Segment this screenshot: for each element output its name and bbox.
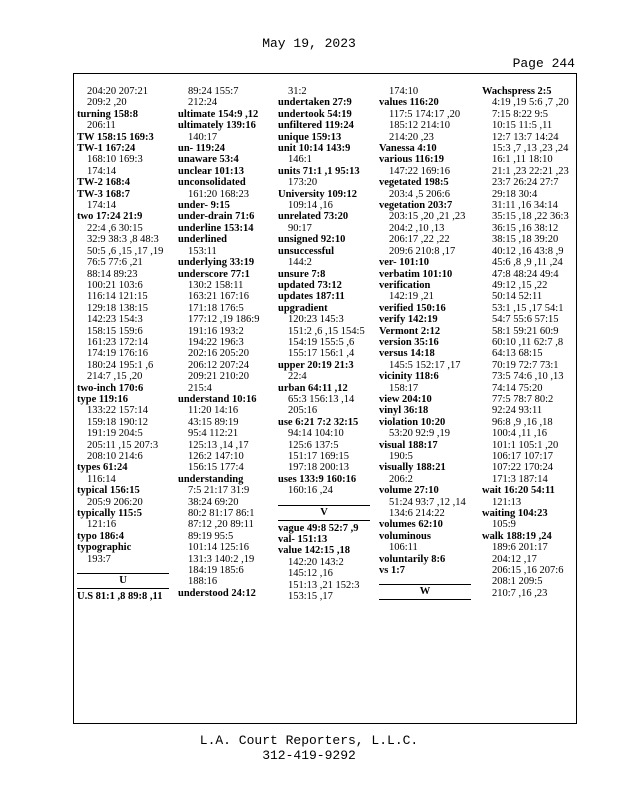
index-reference: 15:3 ,7 ,13 ,23 ,24 — [492, 143, 569, 155]
index-headword: Wachspress 2:5 — [482, 86, 552, 97]
index-reference: 174:14 — [87, 200, 117, 212]
index-reference: 94:14 104:10 — [288, 428, 344, 440]
transcript-date: May 19, 2023 — [262, 36, 356, 51]
index-headword: version 35:16 — [379, 336, 439, 348]
index-column-4 — [379, 86, 471, 602]
index-reference: 197:18 200:13 — [288, 462, 349, 474]
index-headword: under-drain 71:6 — [178, 211, 255, 223]
index-reference: 209:21 210:20 — [188, 371, 249, 383]
letter-divider: U — [77, 573, 169, 589]
index-reference: 208:10 214:6 — [87, 451, 143, 462]
index-headword: types 61:24 — [77, 462, 128, 474]
index-reference: 174:19 176:16 — [87, 348, 148, 360]
index-reference: 121:16 — [87, 519, 117, 531]
index-reference: 191:19 204:5 — [87, 428, 143, 440]
index-headword: values 116:20 — [379, 97, 439, 109]
index-reference: 106:11 — [389, 542, 418, 554]
index-reference: 49:12 ,15 ,22 — [492, 279, 548, 291]
index-reference: 120:23 145:3 — [288, 314, 344, 326]
index-reference: 193:7 — [87, 553, 111, 565]
index-reference: 92:24 93:11 — [492, 405, 543, 417]
index-reference: 90:17 — [288, 222, 312, 234]
index-headword: verified 150:16 — [379, 302, 446, 314]
index-reference: 4:19 ,19 5:6 ,7 ,20 — [492, 97, 569, 109]
index-headword: vinyl 36:18 — [379, 405, 429, 417]
index-reference: 194:22 196:3 — [188, 336, 244, 348]
index-reference: 204:12 ,17 — [492, 553, 537, 565]
index-reference: 70:19 72:7 73:1 — [492, 359, 559, 371]
index-reference: 156:15 177:4 — [188, 462, 244, 474]
index-reference: 151:2 ,6 ,15 154:5 — [288, 325, 365, 337]
index-reference: 106:17 107:17 — [492, 451, 553, 462]
court-reporter-name: L.A. Court Reporters, L.L.C. — [199, 733, 419, 748]
index-reference: 116:14 — [87, 473, 116, 485]
index-reference: 177:12 ,19 186:9 — [188, 314, 260, 326]
court-reporter-phone: 312-419-9292 — [262, 748, 356, 763]
index-headword: waiting 104:23 — [482, 508, 548, 520]
index-reference: 206:17 ,22 ,22 — [389, 234, 450, 246]
index-headword: vegetated 198:5 — [379, 177, 449, 189]
index-reference: 29:18 30:4 — [492, 188, 538, 200]
index-headword: visual 188:17 — [379, 439, 438, 451]
index-reference: 89:19 95:5 — [188, 530, 234, 542]
index-headword: unclear 101:13 — [178, 165, 245, 177]
index-reference: 153:15 ,17 — [288, 591, 333, 603]
index-headword: walk 188:19 ,24 — [482, 530, 552, 542]
index-headword: ultimately 139:16 — [178, 120, 256, 132]
index-headword: underlined — [178, 234, 228, 246]
index-headword: volumes 62:10 — [379, 519, 443, 531]
index-reference: 16:1 ,11 18:10 — [492, 154, 553, 166]
index-reference: 189:6 201:17 — [492, 542, 548, 554]
index-headword: volume 27:10 — [379, 485, 439, 497]
index-reference: 12:7 13:7 14:24 — [492, 131, 559, 143]
index-headword: upgradient — [278, 302, 328, 314]
index-reference: 206:2 — [389, 473, 413, 485]
index-reference: 50:14 52:11 — [492, 291, 543, 303]
index-reference: 117:5 174:17 ,20 — [389, 108, 461, 120]
index-reference: 131:3 140:2 ,19 — [188, 553, 255, 565]
index-reference: 101:1 105:1 ,20 — [492, 439, 559, 451]
index-reference: 105:9 — [492, 519, 516, 531]
index-reference: 7:5 21:17 31:9 — [188, 485, 250, 497]
index-headword: upper 20:19 21:3 — [278, 359, 354, 371]
index-headword: understood 24:12 — [178, 587, 256, 599]
index-headword: versus 14:18 — [379, 348, 435, 360]
index-reference: 188:16 — [188, 576, 218, 588]
index-headword: Vermont 2:12 — [379, 325, 441, 337]
index-headword: unit 10:14 143:9 — [278, 143, 351, 155]
index-reference: 190:5 — [389, 451, 413, 462]
index-reference: 214:20 ,23 — [389, 131, 434, 143]
index-headword: understanding — [178, 473, 244, 485]
index-headword: unsure 7:8 — [278, 268, 326, 280]
index-headword: unsigned 92:10 — [278, 234, 346, 246]
index-headword: type 119:16 — [77, 393, 129, 405]
index-reference: 129:18 138:15 — [87, 302, 148, 314]
word-index-frame — [73, 73, 577, 724]
index-headword: TW-2 168:4 — [77, 177, 130, 189]
index-reference: 140:17 — [188, 131, 218, 143]
page-number: Page 244 — [512, 56, 575, 71]
index-headword: voluntarily 8:6 — [379, 553, 446, 565]
index-reference: 180:24 195:1 ,6 — [87, 359, 154, 371]
index-headword: undertook 54:19 — [278, 108, 352, 120]
index-reference: 40:12 ,16 43:8 ,9 — [492, 245, 564, 257]
index-reference: 205:11 ,15 207:3 — [87, 439, 159, 451]
index-reference: 38:24 69:20 — [188, 496, 239, 508]
index-headword: vegetation 203:7 — [379, 200, 453, 212]
index-reference: 35:15 ,18 ,22 36:3 — [492, 211, 569, 223]
index-reference: 174:14 — [87, 165, 117, 177]
index-reference: 206:12 207:24 — [188, 359, 249, 371]
blank-line — [379, 576, 471, 582]
index-headword: updated 73:12 — [278, 279, 342, 291]
index-headword: undertaken 27:9 — [278, 97, 352, 109]
index-reference: 51:24 93:7 ,12 ,14 — [389, 496, 466, 508]
index-column-2 — [178, 86, 270, 599]
index-headword: value 142:15 ,18 — [278, 545, 351, 557]
index-reference: 204:20 207:21 — [87, 86, 148, 97]
index-reference: 45:6 ,8 ,9 ,11 ,24 — [492, 257, 563, 269]
index-headword: unrelated 73:20 — [278, 211, 349, 223]
index-reference: 10:15 11:5 ,11 — [492, 120, 553, 132]
index-headword: use 6:21 7:2 32:15 — [278, 416, 359, 428]
index-reference: 50:5 ,6 ,15 ,17 ,19 — [87, 245, 164, 257]
index-reference: 60:10 ,11 62:7 ,8 — [492, 336, 564, 348]
index-headword: TW-3 168:7 — [77, 188, 130, 200]
index-headword: TW-1 167:24 — [77, 143, 136, 155]
index-headword: typical 156:15 — [77, 485, 140, 497]
index-reference: 64:13 68:15 — [492, 348, 543, 360]
index-reference: 23:7 26:24 27:7 — [492, 177, 559, 189]
letter-divider: W — [379, 584, 471, 600]
index-headword: typo 186:4 — [77, 530, 124, 542]
index-reference: 154:19 155:5 ,6 — [288, 336, 355, 348]
index-reference: 100:21 103:6 — [87, 279, 143, 291]
index-reference: 125:13 ,14 ,17 — [188, 439, 249, 451]
index-reference: 74:14 75:20 — [492, 382, 543, 394]
index-reference: 205:16 — [288, 405, 318, 417]
index-reference: 54:7 55:6 57:15 — [492, 314, 559, 326]
index-reference: 89:24 155:7 — [188, 86, 239, 97]
index-headword: vs 1:7 — [379, 565, 405, 577]
index-reference: 126:2 147:10 — [188, 451, 244, 462]
index-reference: 53:20 92:9 ,19 — [389, 428, 450, 440]
index-reference: 202:16 205:20 — [188, 348, 249, 360]
index-headword: underlying 33:19 — [178, 257, 255, 269]
index-headword: turning 158:8 — [77, 108, 138, 120]
index-column-3 — [278, 86, 370, 602]
index-reference: 58:1 59:21 60:9 — [492, 325, 559, 337]
index-reference: 73:5 74:6 ,10 ,13 — [492, 371, 564, 383]
index-headword: visually 188:21 — [379, 462, 446, 474]
index-headword: underline 153:14 — [178, 222, 254, 234]
index-reference: 96:8 ,9 ,16 ,18 — [492, 416, 553, 428]
index-headword: urban 64:11 ,12 — [278, 382, 348, 394]
index-reference: 116:14 121:15 — [87, 291, 148, 303]
index-headword: voluminous — [379, 530, 431, 542]
index-headword: typographic — [77, 542, 132, 554]
index-reference: 31:2 — [288, 86, 307, 97]
index-headword: verbatim 101:10 — [379, 268, 453, 280]
index-headword: two 17:24 21:9 — [77, 211, 143, 223]
index-column-5 — [482, 86, 574, 599]
index-reference: 215:4 — [188, 382, 212, 394]
index-reference: 47:8 48:24 49:4 — [492, 268, 559, 280]
index-headword: typically 115:5 — [77, 508, 143, 520]
index-reference: 95:4 112:21 — [188, 428, 239, 440]
index-reference: 22:4 — [288, 371, 307, 383]
index-reference: 22:4 ,6 30:15 — [87, 222, 143, 234]
index-reference: 203:4 ,5 206:6 — [389, 188, 450, 200]
index-headword: underscore 77:1 — [178, 268, 250, 280]
index-headword: unaware 53:4 — [178, 154, 239, 166]
index-reference: 142:19 ,21 — [389, 291, 434, 303]
index-reference: 210:7 ,16 ,23 — [492, 587, 548, 599]
index-reference: 32:9 38:3 ,8 48:3 — [87, 234, 159, 246]
index-headword: units 71:1 ,1 95:13 — [278, 165, 360, 177]
index-reference: 101:14 125:16 — [188, 542, 249, 554]
index-headword: view 204:10 — [379, 393, 432, 405]
index-headword: University 109:12 — [278, 188, 358, 200]
index-reference: 21:1 ,23 22:21 ,23 — [492, 165, 569, 177]
index-headword: un- 119:24 — [178, 143, 225, 155]
index-reference: 65:3 156:13 ,14 — [288, 393, 355, 405]
index-reference: 144:2 — [288, 257, 312, 269]
index-reference: 155:17 156:1 ,4 — [288, 348, 355, 360]
index-headword: unsuccessful — [278, 245, 335, 257]
index-reference: 191:16 193:2 — [188, 325, 244, 337]
index-reference: 204:2 ,10 ,13 — [389, 222, 445, 234]
letter-divider: V — [278, 505, 370, 521]
index-reference: 151:13 ,21 152:3 — [288, 579, 360, 591]
index-reference: 11:20 14:16 — [188, 405, 239, 417]
index-reference: 121:13 — [492, 496, 522, 508]
index-reference: 145:12 ,16 — [288, 568, 333, 580]
index-reference: 184:19 185:6 — [188, 565, 244, 577]
index-reference: 43:15 89:19 — [188, 416, 239, 428]
index-headword: understand 10:16 — [178, 393, 257, 405]
index-reference: 134:6 214:22 — [389, 508, 445, 520]
index-reference: 206:11 — [87, 120, 116, 132]
index-reference: 87:12 ,20 89:11 — [188, 519, 254, 531]
index-reference: 158:17 — [389, 382, 419, 394]
index-reference: 205:9 206:20 — [87, 496, 143, 508]
index-reference: 133:22 157:14 — [87, 405, 148, 417]
index-headword: under- 9:15 — [178, 200, 230, 212]
index-headword: unfiltered 119:24 — [278, 120, 354, 132]
index-reference: 153:11 — [188, 245, 217, 257]
index-reference: 212:24 — [188, 97, 218, 109]
index-headword: vague 49:8 52:7 ,9 — [278, 522, 359, 534]
index-reference: 76:5 77:6 ,21 — [87, 257, 143, 269]
index-reference: 173:20 — [288, 177, 318, 189]
index-reference: 80:2 81:17 86:1 — [188, 508, 255, 520]
index-reference: 142:23 154:3 — [87, 314, 143, 326]
index-reference: 53:1 ,15 ,17 54:1 — [492, 302, 564, 314]
index-reference: 209:6 210:8 ,17 — [389, 245, 456, 257]
index-reference: 171:3 187:14 — [492, 473, 548, 485]
index-headword: val- 151:13 — [278, 534, 328, 546]
index-reference: 163:21 167:16 — [188, 291, 249, 303]
index-reference: 214:7 ,15 ,20 — [87, 371, 143, 383]
index-reference: 7:15 8:22 9:5 — [492, 108, 549, 120]
index-reference: 31:11 ,16 34:14 — [492, 200, 558, 212]
index-headword: two-inch 170:6 — [77, 382, 144, 394]
index-headword: Vanessa 4:10 — [379, 143, 437, 155]
index-reference: 130:2 158:11 — [188, 279, 244, 291]
index-reference: 161:20 168:23 — [188, 188, 249, 200]
index-reference: 100:4 ,11 ,16 — [492, 428, 548, 440]
index-reference: 159:18 190:12 — [87, 416, 148, 428]
index-reference: 146:1 — [288, 154, 312, 166]
index-reference: 145:5 152:17 ,17 — [389, 359, 461, 371]
index-headword: verify 142:19 — [379, 314, 438, 326]
blank-line — [278, 497, 370, 503]
index-reference: 151:17 169:15 — [288, 451, 349, 462]
index-headword: TW 158:15 169:3 — [77, 131, 154, 143]
index-reference: 142:20 143:2 — [288, 556, 344, 568]
blank-line — [77, 565, 169, 571]
index-headword: unique 159:13 — [278, 131, 342, 143]
index-reference: 168:10 169:3 — [87, 154, 143, 166]
index-reference: 185:12 214:10 — [389, 120, 450, 132]
index-reference: 125:6 137:5 — [288, 439, 339, 451]
index-reference: 171:18 176:5 — [188, 302, 244, 314]
index-headword: wait 16:20 54:11 — [482, 485, 555, 497]
index-reference: 36:15 ,16 38:12 — [492, 222, 559, 234]
index-reference: 109:14 ,16 — [288, 200, 333, 212]
index-reference: 161:23 172:14 — [87, 336, 148, 348]
index-reference: 208:1 209:5 — [492, 576, 543, 588]
index-headword: verification — [379, 279, 431, 291]
index-reference: 209:2 ,20 — [87, 97, 127, 109]
index-reference: 174:10 — [389, 86, 419, 97]
index-column-1 — [77, 86, 169, 602]
index-reference: 107:22 170:24 — [492, 462, 553, 474]
index-headword: vicinity 118:6 — [379, 371, 439, 383]
index-reference: 160:16 ,24 — [288, 485, 333, 497]
index-headword: ver- 101:10 — [379, 257, 430, 269]
index-reference: 38:15 ,18 39:20 — [492, 234, 559, 246]
index-reference: 88:14 89:23 — [87, 268, 138, 280]
index-headword: various 116:19 — [379, 154, 445, 166]
index-headword: ultimate 154:9 ,12 — [178, 108, 259, 120]
index-reference: 158:15 159:6 — [87, 325, 143, 337]
index-reference: 206:15 ,16 207:6 — [492, 565, 564, 577]
index-reference: 203:15 ,20 ,21 ,23 — [389, 211, 466, 223]
index-headword: U.S 81:1 ,8 89:8 ,11 — [77, 591, 163, 603]
index-headword: updates 187:11 — [278, 291, 345, 303]
index-headword: unconsolidated — [178, 177, 246, 189]
index-reference: 77:5 78:7 80:2 — [492, 393, 554, 405]
index-reference: 147:22 169:16 — [389, 165, 450, 177]
index-headword: uses 133:9 160:16 — [278, 473, 357, 485]
index-headword: violation 10:20 — [379, 416, 446, 428]
